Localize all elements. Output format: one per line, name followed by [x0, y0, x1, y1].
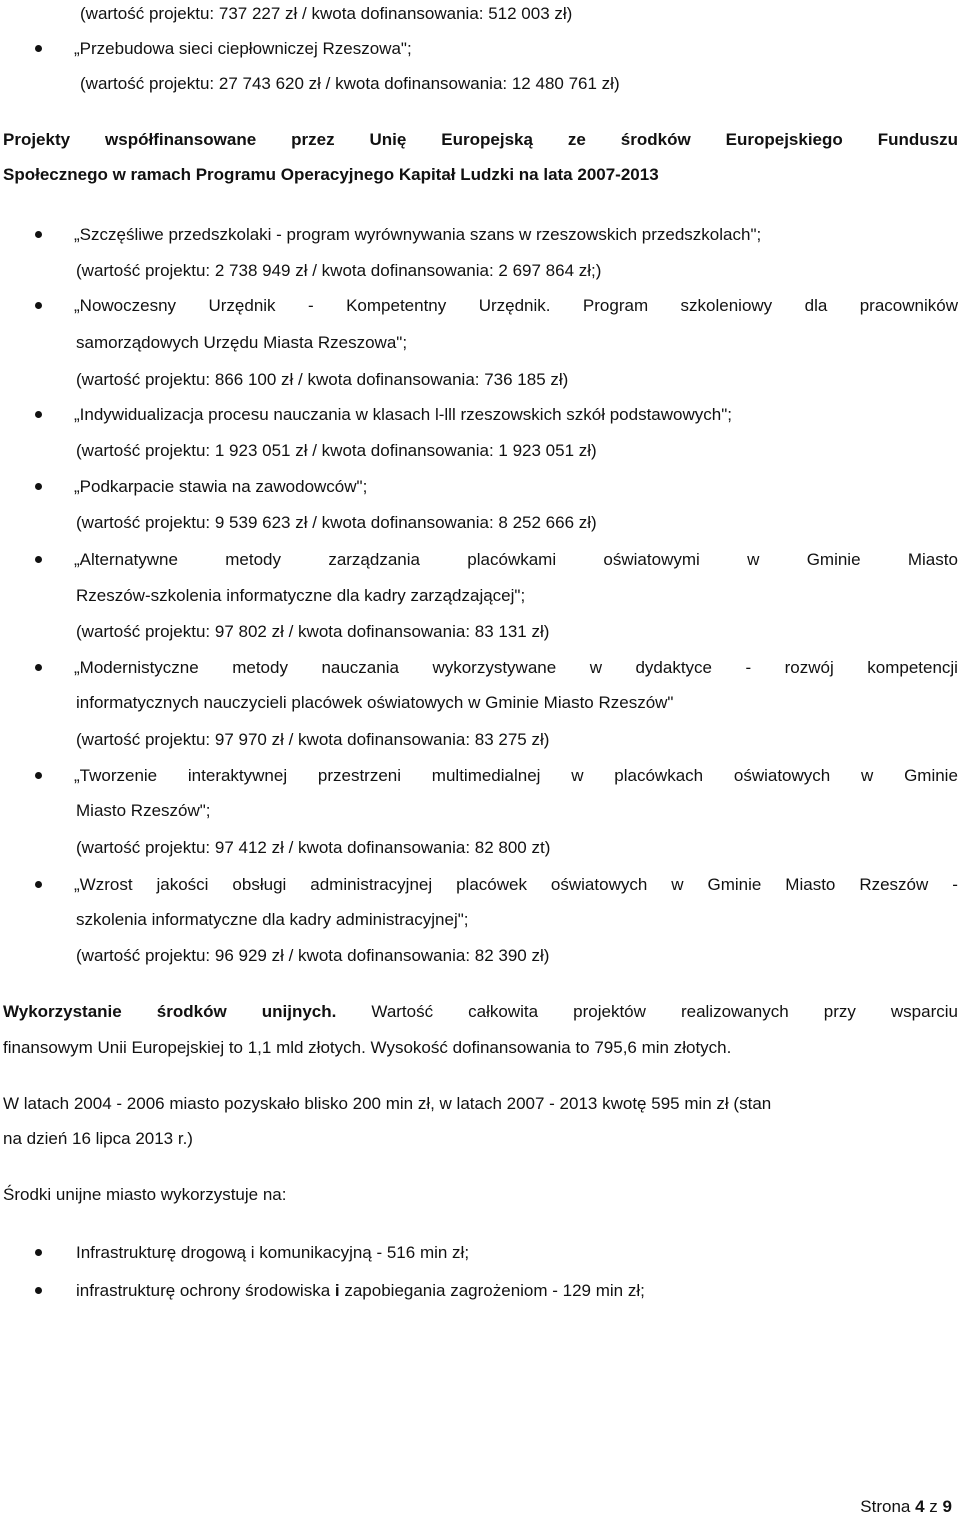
section-heading-line2: Społecznego w ramach Programu Operacyjnego Kapitał Ludzki na lata 2007-2013	[3, 165, 659, 184]
title-word: multimedialnej	[431, 766, 541, 785]
bullet-icon	[35, 411, 42, 418]
project-value: (wartość projektu: 1 923 051 zł / kwota dofinansowania: 1 923 051 zł)	[76, 441, 597, 460]
project-value: (wartość projektu: 2 738 949 zł / kwota dofinansowania: 2 697 864 zł;)	[76, 261, 602, 280]
title-word: przestrzeni	[317, 766, 402, 785]
project-title	[74, 657, 958, 679]
title-word: Gminie	[707, 875, 762, 894]
title-word: zarządzania	[328, 550, 420, 569]
title-word: „Modernistyczne	[74, 658, 199, 677]
heading-word: środków	[620, 130, 691, 149]
usage-bold-word: Wykorzystanie	[3, 1002, 122, 1021]
section-heading	[3, 129, 958, 151]
footer-label: Strona	[860, 1497, 911, 1516]
bullet-icon	[35, 664, 42, 671]
project-title: „Przebudowa sieci ciepłowniczej Rzeszowa";	[74, 39, 412, 58]
title-word: interaktywnej	[187, 766, 288, 785]
title-word: nauczania	[321, 658, 399, 677]
title-word: administracyjnej	[310, 875, 433, 894]
heading-word: Europejskiego	[725, 130, 843, 149]
usage-paragraph	[3, 1001, 958, 1023]
project-title-cont: informatycznych nauczycieli placówek oświatowych w Gminie Miasto Rzeszów"	[76, 693, 674, 712]
bullet-icon	[35, 1249, 42, 1256]
title-word: -	[952, 875, 958, 894]
spending-item: Infrastrukturę drogową i komunikacyjną - 516 min zł;	[76, 1243, 470, 1262]
title-word: jakości	[156, 875, 209, 894]
project-value: (wartość projektu: 97 412 zł / kwota dofinansowania: 82 800 zt)	[76, 838, 551, 857]
title-word: w	[571, 766, 584, 785]
project-value: (wartość projektu: 96 929 zł / kwota dofinansowania: 82 390 zł)	[76, 946, 550, 965]
project-title: „Podkarpacie stawia na zawodowców";	[74, 477, 368, 496]
title-word: w	[671, 875, 684, 894]
title-word: szkoleniowy	[680, 296, 773, 315]
bullet-icon	[35, 556, 42, 563]
title-word: w	[589, 658, 602, 677]
heading-word: Unię	[369, 130, 407, 149]
title-word: kompetencji	[867, 658, 958, 677]
title-word: Miasto	[907, 550, 958, 569]
title-word: Gminie	[904, 766, 958, 785]
bullet-icon	[35, 231, 42, 238]
title-word: obsługi	[232, 875, 287, 894]
heading-word: Funduszu	[877, 130, 958, 149]
page-footer	[860, 1497, 952, 1517]
heading-word: Projekty	[3, 130, 71, 149]
project-value: (wartość projektu: 27 743 620 zł / kwota dofinansowania: 12 480 761 zł)	[80, 74, 620, 93]
project-title	[74, 549, 958, 571]
spending-item-text: infrastrukturę ochrony środowiska	[76, 1281, 335, 1300]
title-word: metody	[225, 550, 281, 569]
title-word: metody	[232, 658, 288, 677]
title-word: w	[861, 766, 874, 785]
project-title	[74, 765, 958, 787]
title-word: Rzeszów	[859, 875, 929, 894]
title-word: placówkach	[614, 766, 704, 785]
title-word: Gminie	[806, 550, 861, 569]
footer-of: z	[929, 1497, 938, 1516]
title-word: -	[307, 296, 314, 315]
bullet-icon	[35, 881, 42, 888]
usage-bold-word: środków	[156, 1002, 227, 1021]
title-word: Urzędnik.	[478, 296, 551, 315]
project-value: (wartość projektu: 737 227 zł / kwota dofinansowania: 512 003 zł)	[80, 4, 573, 23]
title-word: rozwój	[784, 658, 834, 677]
project-title-cont: szkolenia informatyczne dla kadry administracyjnej";	[76, 910, 469, 929]
title-word: pracowników	[859, 296, 958, 315]
usage-word: przy	[823, 1002, 856, 1021]
spending-intro: Środki unijne miasto wykorzystuje na:	[3, 1185, 287, 1204]
heading-word: ze	[567, 130, 586, 149]
spending-item-text: zapobiegania zagrożeniom - 129 min zł;	[339, 1281, 645, 1300]
title-word: Kompetentny	[346, 296, 447, 315]
project-title	[74, 295, 958, 317]
title-word: „Nowoczesny	[74, 296, 177, 315]
title-word: dydaktyce	[635, 658, 712, 677]
heading-word: przez	[291, 130, 335, 149]
project-value: (wartość projektu: 97 970 zł / kwota dofinansowania: 83 275 zł)	[76, 730, 550, 749]
usage-word: wsparciu	[890, 1002, 958, 1021]
usage-word: Wartość	[371, 1002, 434, 1021]
project-value: (wartość projektu: 866 100 zł / kwota dofinansowania: 736 185 zł)	[76, 370, 569, 389]
title-word: w	[747, 550, 760, 569]
project-title: „Szczęśliwe przedszkolaki - program wyrównywania szans w rzeszowskich przedszkolach";	[74, 225, 762, 244]
title-word: Miasto	[785, 875, 836, 894]
title-word: -	[745, 658, 752, 677]
project-title	[74, 874, 958, 896]
project-title: „Indywidualizacja procesu nauczania w klasach l-lll rzeszowskich szkół podstawowych";	[74, 405, 732, 424]
bullet-icon	[35, 483, 42, 490]
usage-bold-word: unijnych.	[261, 1002, 337, 1021]
bullet-icon	[35, 302, 42, 309]
heading-word: współfinansowane	[105, 130, 257, 149]
title-word: „Wzrost	[74, 875, 133, 894]
title-word: placówkami	[467, 550, 557, 569]
title-word: oświatowych	[550, 875, 648, 894]
title-word: wykorzystywane	[432, 658, 557, 677]
usage-paragraph-line2: finansowym Unii Europejskiej to 1,1 mld złotych. Wysokość dofinansowania to 795,6 min złotych.	[3, 1038, 732, 1057]
footer-total-pages: 9	[942, 1497, 952, 1516]
bullet-icon	[35, 45, 42, 52]
project-value: (wartość projektu: 97 802 zł / kwota dofinansowania: 83 131 zł)	[76, 622, 550, 641]
title-word: dla	[804, 296, 828, 315]
footer-page-number: 4	[915, 1497, 925, 1516]
spending-item	[76, 1280, 645, 1302]
bullet-icon	[35, 772, 42, 779]
heading-word: Europejską	[441, 130, 533, 149]
usage-word: projektów	[573, 1002, 646, 1021]
title-word: „Alternatywne	[74, 550, 178, 569]
bullet-icon	[35, 1287, 42, 1294]
project-title-cont: Miasto Rzeszów";	[76, 801, 211, 820]
project-title-cont: Rzeszów-szkolenia informatyczne dla kadry zarządzającej";	[76, 586, 526, 605]
usage-word: całkowita	[468, 1002, 539, 1021]
title-word: „Tworzenie	[74, 766, 158, 785]
title-word: oświatowymi	[603, 550, 700, 569]
project-value: (wartość projektu: 9 539 623 zł / kwota dofinansowania: 8 252 666 zł)	[76, 513, 597, 532]
spending-item-bold: i	[334, 1281, 340, 1300]
title-word: Urzędnik	[208, 296, 276, 315]
title-word: placówek	[456, 875, 527, 894]
years-paragraph-line2: na dzień 16 lipca 2013 r.)	[3, 1129, 193, 1148]
years-paragraph: W latach 2004 - 2006 miasto pozyskało blisko 200 min zł, w latach 2007 - 2013 kwotę 595 min zł (stan	[3, 1094, 772, 1113]
usage-word: realizowanych	[680, 1002, 789, 1021]
project-title-cont: samorządowych Urzędu Miasta Rzeszowa";	[76, 333, 408, 352]
title-word: Program	[582, 296, 649, 315]
title-word: oświatowych	[733, 766, 831, 785]
